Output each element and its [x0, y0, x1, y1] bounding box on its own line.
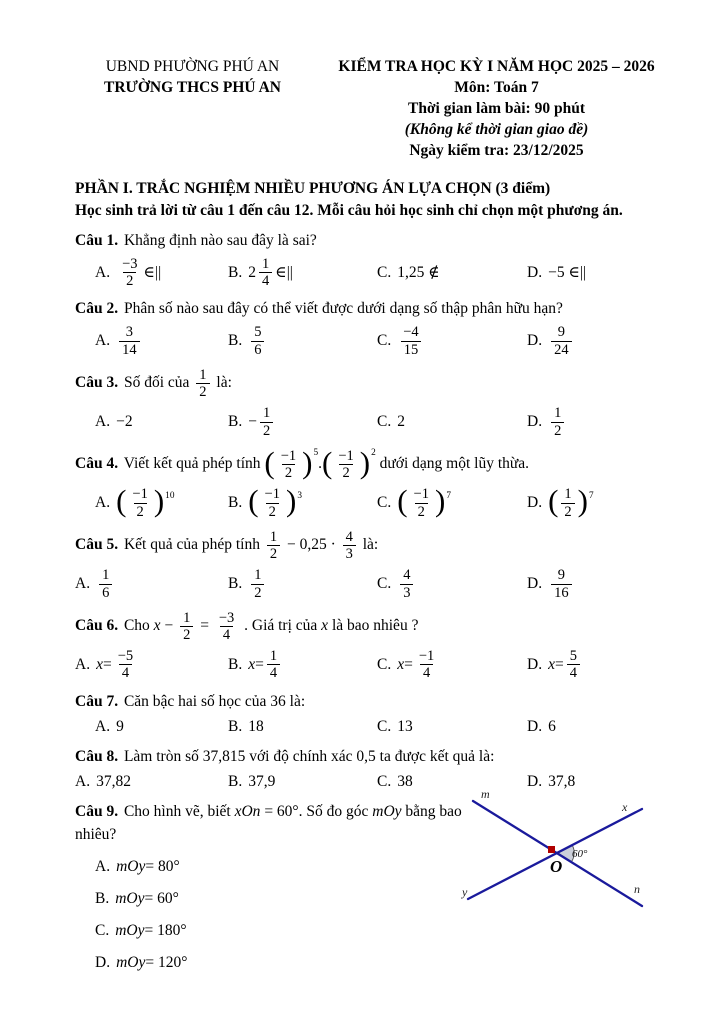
option-value: mOy = 60° [115, 889, 179, 907]
question-9-option-B [95, 888, 467, 910]
fraction: $\frac{1}{6}$ [99, 567, 112, 600]
question-9-option-C [95, 920, 467, 942]
question-3-option-D [527, 404, 683, 439]
option-value: x = $\frac{-5}{4}$ [96, 647, 139, 682]
option-value: 13 [397, 717, 413, 735]
option-label: D. [527, 717, 543, 735]
school-name: TRƯỜNG THCS PHÚ AN [104, 79, 281, 96]
question-2-text: Phân số nào sau đây có thể viết được dưới dạng số thập phân hữu hạn? [123, 300, 563, 318]
option-value: 9 [116, 717, 124, 735]
question-4-stem [75, 444, 683, 482]
question-4 [75, 444, 683, 521]
question-7-option-A [95, 716, 228, 738]
exam-date: Ngày kiểm tra: 23/12/2025 [409, 142, 584, 159]
exam-note: (Không kể thời gian giao đề) [404, 121, 589, 138]
option-label: A. [95, 717, 111, 735]
option-label: D. [527, 494, 543, 512]
label-m: m [481, 787, 490, 801]
question-1-label: Câu 1. [75, 232, 119, 249]
question-5-option-D [527, 566, 683, 601]
question-7-option-B [228, 716, 377, 738]
option-value: mOy = 80° [116, 857, 180, 875]
question-7-option-D [527, 716, 683, 738]
question-2 [75, 297, 683, 358]
question-8-option-B [228, 771, 377, 793]
option-label: B. [228, 717, 243, 735]
option-value: mOy = 120° [116, 953, 188, 971]
option-value: ( $\frac{-1}{2}$ ) $^{10}$ [116, 483, 175, 520]
question-9-label: Câu 9. [75, 802, 119, 820]
line-y-x [468, 809, 642, 899]
fraction: $\frac{-1}{2}$ [413, 486, 429, 520]
fraction: $\frac{1}{2}$ [267, 529, 280, 562]
question-8-stem [75, 745, 683, 768]
option-label: D. [527, 263, 543, 281]
label-angle-60: 60° [572, 848, 588, 860]
question-9-text: Cho hình vẽ, biết xOn = 60°. Số đo góc mOy bằng bao nhiêu? [75, 802, 462, 843]
option-label: D. [527, 655, 543, 673]
option-label: B. [228, 655, 243, 673]
question-2-option-A [95, 323, 228, 358]
fraction: $\frac{-3}{2}$ [122, 256, 138, 290]
question-7-text: Căn bậc hai số học của 36 là: [123, 692, 306, 710]
question-4-text: Viết kết quả phép tính ( $\frac{-1}{2}$ )$^5$.( $\frac{-1}{2}$ )$^2$ dưới dạng một lũy thừa. [123, 444, 530, 482]
option-value [96, 566, 115, 601]
fraction: $\frac{1}{2}$ [251, 567, 264, 600]
option-label: C. [377, 717, 392, 735]
option-value: $\frac{-3}{2}$ ∈|| [116, 255, 161, 290]
option-label: C. [377, 575, 392, 593]
fraction: $\frac{9}{16}$ [551, 567, 572, 600]
vertex-marker [548, 846, 555, 853]
option-value: x = $\frac{5}{4}$ [548, 647, 583, 682]
option-value [548, 404, 567, 439]
question-3-option-A [95, 411, 228, 433]
exam-duration: Thời gian làm bài: 90 phút [408, 100, 585, 117]
question-3-option-C [377, 411, 527, 433]
header-left [75, 56, 310, 161]
label-n: n [634, 882, 640, 896]
question-4-label: Câu 4. [75, 455, 119, 473]
fraction: $\frac{5}{6}$ [251, 324, 264, 357]
option-value: mOy = 180° [115, 921, 187, 939]
label-x: x [622, 800, 628, 814]
fraction: $\frac{1}{4}$ [267, 648, 280, 681]
fraction: $\frac{-1}{2}$ [264, 486, 280, 520]
option-value [116, 323, 143, 358]
question-6-option-C [377, 647, 527, 682]
question-9-stem [75, 800, 467, 846]
question-6-options [75, 647, 683, 682]
option-label: A. [95, 263, 111, 281]
question-5-option-A [75, 566, 228, 601]
header-right [310, 56, 683, 161]
option-label: A. [95, 494, 111, 512]
exam-subject: Môn: Toán 7 [454, 79, 539, 96]
question-5-label: Câu 5. [75, 536, 119, 554]
label-vertex-O: O [550, 857, 563, 876]
section-instruction: Học sinh trả lời từ câu 1 đến câu 12. Mỗi câu hỏi học sinh chỉ chọn một phương án. [75, 202, 623, 219]
option-label: D. [527, 575, 543, 593]
issuer-line: UBND PHƯỜNG PHÚ AN [105, 58, 280, 75]
figure-container [450, 778, 710, 948]
fraction: $\frac{4}{3}$ [400, 567, 413, 600]
option-value [397, 566, 416, 601]
option-label: D. [527, 413, 543, 431]
option-label: A. [95, 413, 111, 431]
question-1-option-B [228, 255, 377, 290]
fraction: $\frac{-3}{4}$ [218, 609, 235, 643]
question-1-text: Khẳng định nào sau đây là sai? [123, 232, 317, 249]
option-label: C. [377, 263, 392, 281]
question-2-option-C [377, 323, 527, 358]
option-value: −2 [116, 413, 133, 431]
option-value: −5 ∈|| [548, 263, 587, 281]
angle-figure [450, 778, 710, 943]
option-value [248, 566, 267, 601]
fraction: $\frac{5}{4}$ [567, 648, 580, 681]
question-8-text: Làm tròn số 37,815 với độ chính xác 0,5 ta được kết quả là: [123, 747, 495, 765]
option-label: C. [377, 413, 392, 431]
option-label: B. [228, 772, 243, 790]
question-6-text: Cho x − $\frac{1}{2}$ = $\frac{-3}{4}$ . Giá trị của x là bao nhiêu ? [123, 609, 419, 643]
option-label: D. [527, 332, 543, 350]
question-9-option-A [95, 856, 467, 878]
question-4-option-C [377, 485, 527, 520]
option-value [248, 323, 267, 358]
question-1-option-D [527, 262, 683, 284]
question-4-option-A [95, 485, 228, 520]
option-value: 2 $\frac{1}{4}$ ∈|| [248, 256, 293, 290]
question-3-text: Số đối của $\frac{1}{2}$ là: [123, 366, 232, 401]
fraction: $\frac{3}{14}$ [119, 324, 140, 357]
option-label: C. [377, 655, 392, 673]
fraction: $\frac{-1}{4}$ [418, 648, 435, 682]
option-value [548, 323, 575, 358]
question-2-options [95, 323, 683, 358]
question-7 [75, 690, 683, 738]
option-label: A. [75, 575, 91, 593]
fraction: $\frac{-1}{2}$ [338, 447, 354, 482]
question-9-options [95, 856, 467, 974]
option-label: A. [95, 332, 111, 350]
option-label: A. [95, 857, 111, 875]
option-value: − $\frac{1}{2}$ [248, 404, 276, 439]
fraction: $\frac{1}{2}$ [180, 610, 193, 643]
option-value [397, 323, 424, 358]
question-4-option-D [527, 485, 683, 520]
option-value: x = $\frac{-1}{4}$ [397, 647, 440, 682]
option-value: 6 [548, 717, 556, 735]
fraction: $\frac{-5}{4}$ [117, 648, 134, 682]
fraction: $\frac{1}{2}$ [196, 367, 209, 400]
question-2-option-D [527, 323, 683, 358]
question-7-options [95, 716, 683, 738]
question-5-option-B [228, 566, 377, 601]
question-5 [75, 528, 683, 602]
option-value: 37,9 [248, 772, 276, 790]
option-value: 37,8 [548, 772, 576, 790]
option-label: D. [527, 772, 543, 790]
document-header [75, 56, 683, 161]
option-label: B. [228, 494, 243, 512]
question-3-option-B [228, 404, 377, 439]
question-2-stem [75, 297, 683, 320]
question-8-option-A [75, 771, 228, 793]
question-7-label: Câu 7. [75, 692, 119, 710]
question-2-option-B [228, 323, 377, 358]
question-9 [75, 800, 467, 974]
question-3-options [95, 404, 683, 439]
question-3-label: Câu 3. [75, 374, 119, 392]
question-5-option-C [377, 566, 527, 601]
option-value: ( $\frac{-1}{2}$ ) $^3$ [248, 483, 302, 520]
section-title: PHẦN I. TRẮC NGHIỆM NHIỀU PHƯƠNG ÁN LỰA CHỌN (3 điểm) [75, 180, 551, 197]
question-6-stem [75, 609, 683, 644]
option-value [548, 566, 575, 601]
option-value: 18 [248, 717, 264, 735]
question-1-options [95, 255, 683, 290]
question-6 [75, 609, 683, 683]
question-7-stem [75, 690, 683, 713]
option-label: C. [377, 494, 392, 512]
option-value: 2 [397, 413, 405, 431]
question-4-option-B [228, 485, 377, 520]
question-9-option-D [95, 952, 467, 974]
exam-title: KIỂM TRA HỌC KỲ I NĂM HỌC 2025 – 2026 [338, 58, 655, 75]
option-value: 1,25 ∉ [397, 263, 440, 281]
option-label: B. [95, 889, 110, 907]
label-y: y [462, 885, 468, 899]
fraction: $\frac{4}{3}$ [343, 529, 356, 562]
question-3-stem [75, 366, 683, 401]
option-label: A. [75, 655, 91, 673]
fraction: $\frac{1}{2}$ [260, 405, 273, 438]
option-label: A. [75, 772, 91, 790]
question-1 [75, 229, 683, 290]
question-5-text: Kết quả của phép tính $\frac{1}{2}$ − 0,25 · $\frac{4}{3}$ là: [123, 528, 379, 563]
question-1-stem [75, 229, 683, 252]
option-label: C. [377, 332, 392, 350]
question-4-options [95, 485, 683, 520]
question-2-label: Câu 2. [75, 300, 119, 318]
option-value: 38 [397, 772, 413, 790]
question-6-label: Câu 6. [75, 617, 119, 635]
option-label: C. [377, 772, 392, 790]
fraction: $\frac{-4}{15}$ [400, 324, 421, 357]
fraction: $\frac{1}{2}$ [561, 486, 574, 519]
option-label: B. [228, 332, 243, 350]
fraction: $\frac{-1}{2}$ [132, 486, 148, 520]
fraction: $\frac{-1}{2}$ [280, 447, 297, 482]
question-5-options [75, 566, 683, 601]
fraction: $\frac{1}{2}$ [551, 405, 564, 438]
question-5-stem [75, 528, 683, 563]
fraction: $\frac{9}{24}$ [551, 324, 572, 357]
option-value: 37,82 [96, 772, 131, 790]
question-8-label: Câu 8. [75, 747, 119, 765]
fraction: $\frac{1}{4}$ [259, 256, 272, 289]
option-label: D. [95, 953, 111, 971]
question-1-option-C [377, 262, 527, 284]
question-3 [75, 366, 683, 440]
question-6-option-B [228, 647, 377, 682]
option-label: B. [228, 263, 243, 281]
option-value: ( $\frac{-1}{2}$ ) $^7$ [397, 483, 451, 520]
question-1-option-A [95, 255, 228, 290]
option-label: B. [228, 413, 243, 431]
question-6-option-D [527, 647, 683, 682]
option-label: B. [228, 575, 243, 593]
option-label: C. [95, 921, 110, 939]
question-6-option-A [75, 647, 228, 682]
option-value: x = $\frac{1}{4}$ [248, 647, 283, 682]
question-7-option-C [377, 716, 527, 738]
option-value: ( $\frac{1}{2}$ ) $^7$ [548, 483, 594, 520]
